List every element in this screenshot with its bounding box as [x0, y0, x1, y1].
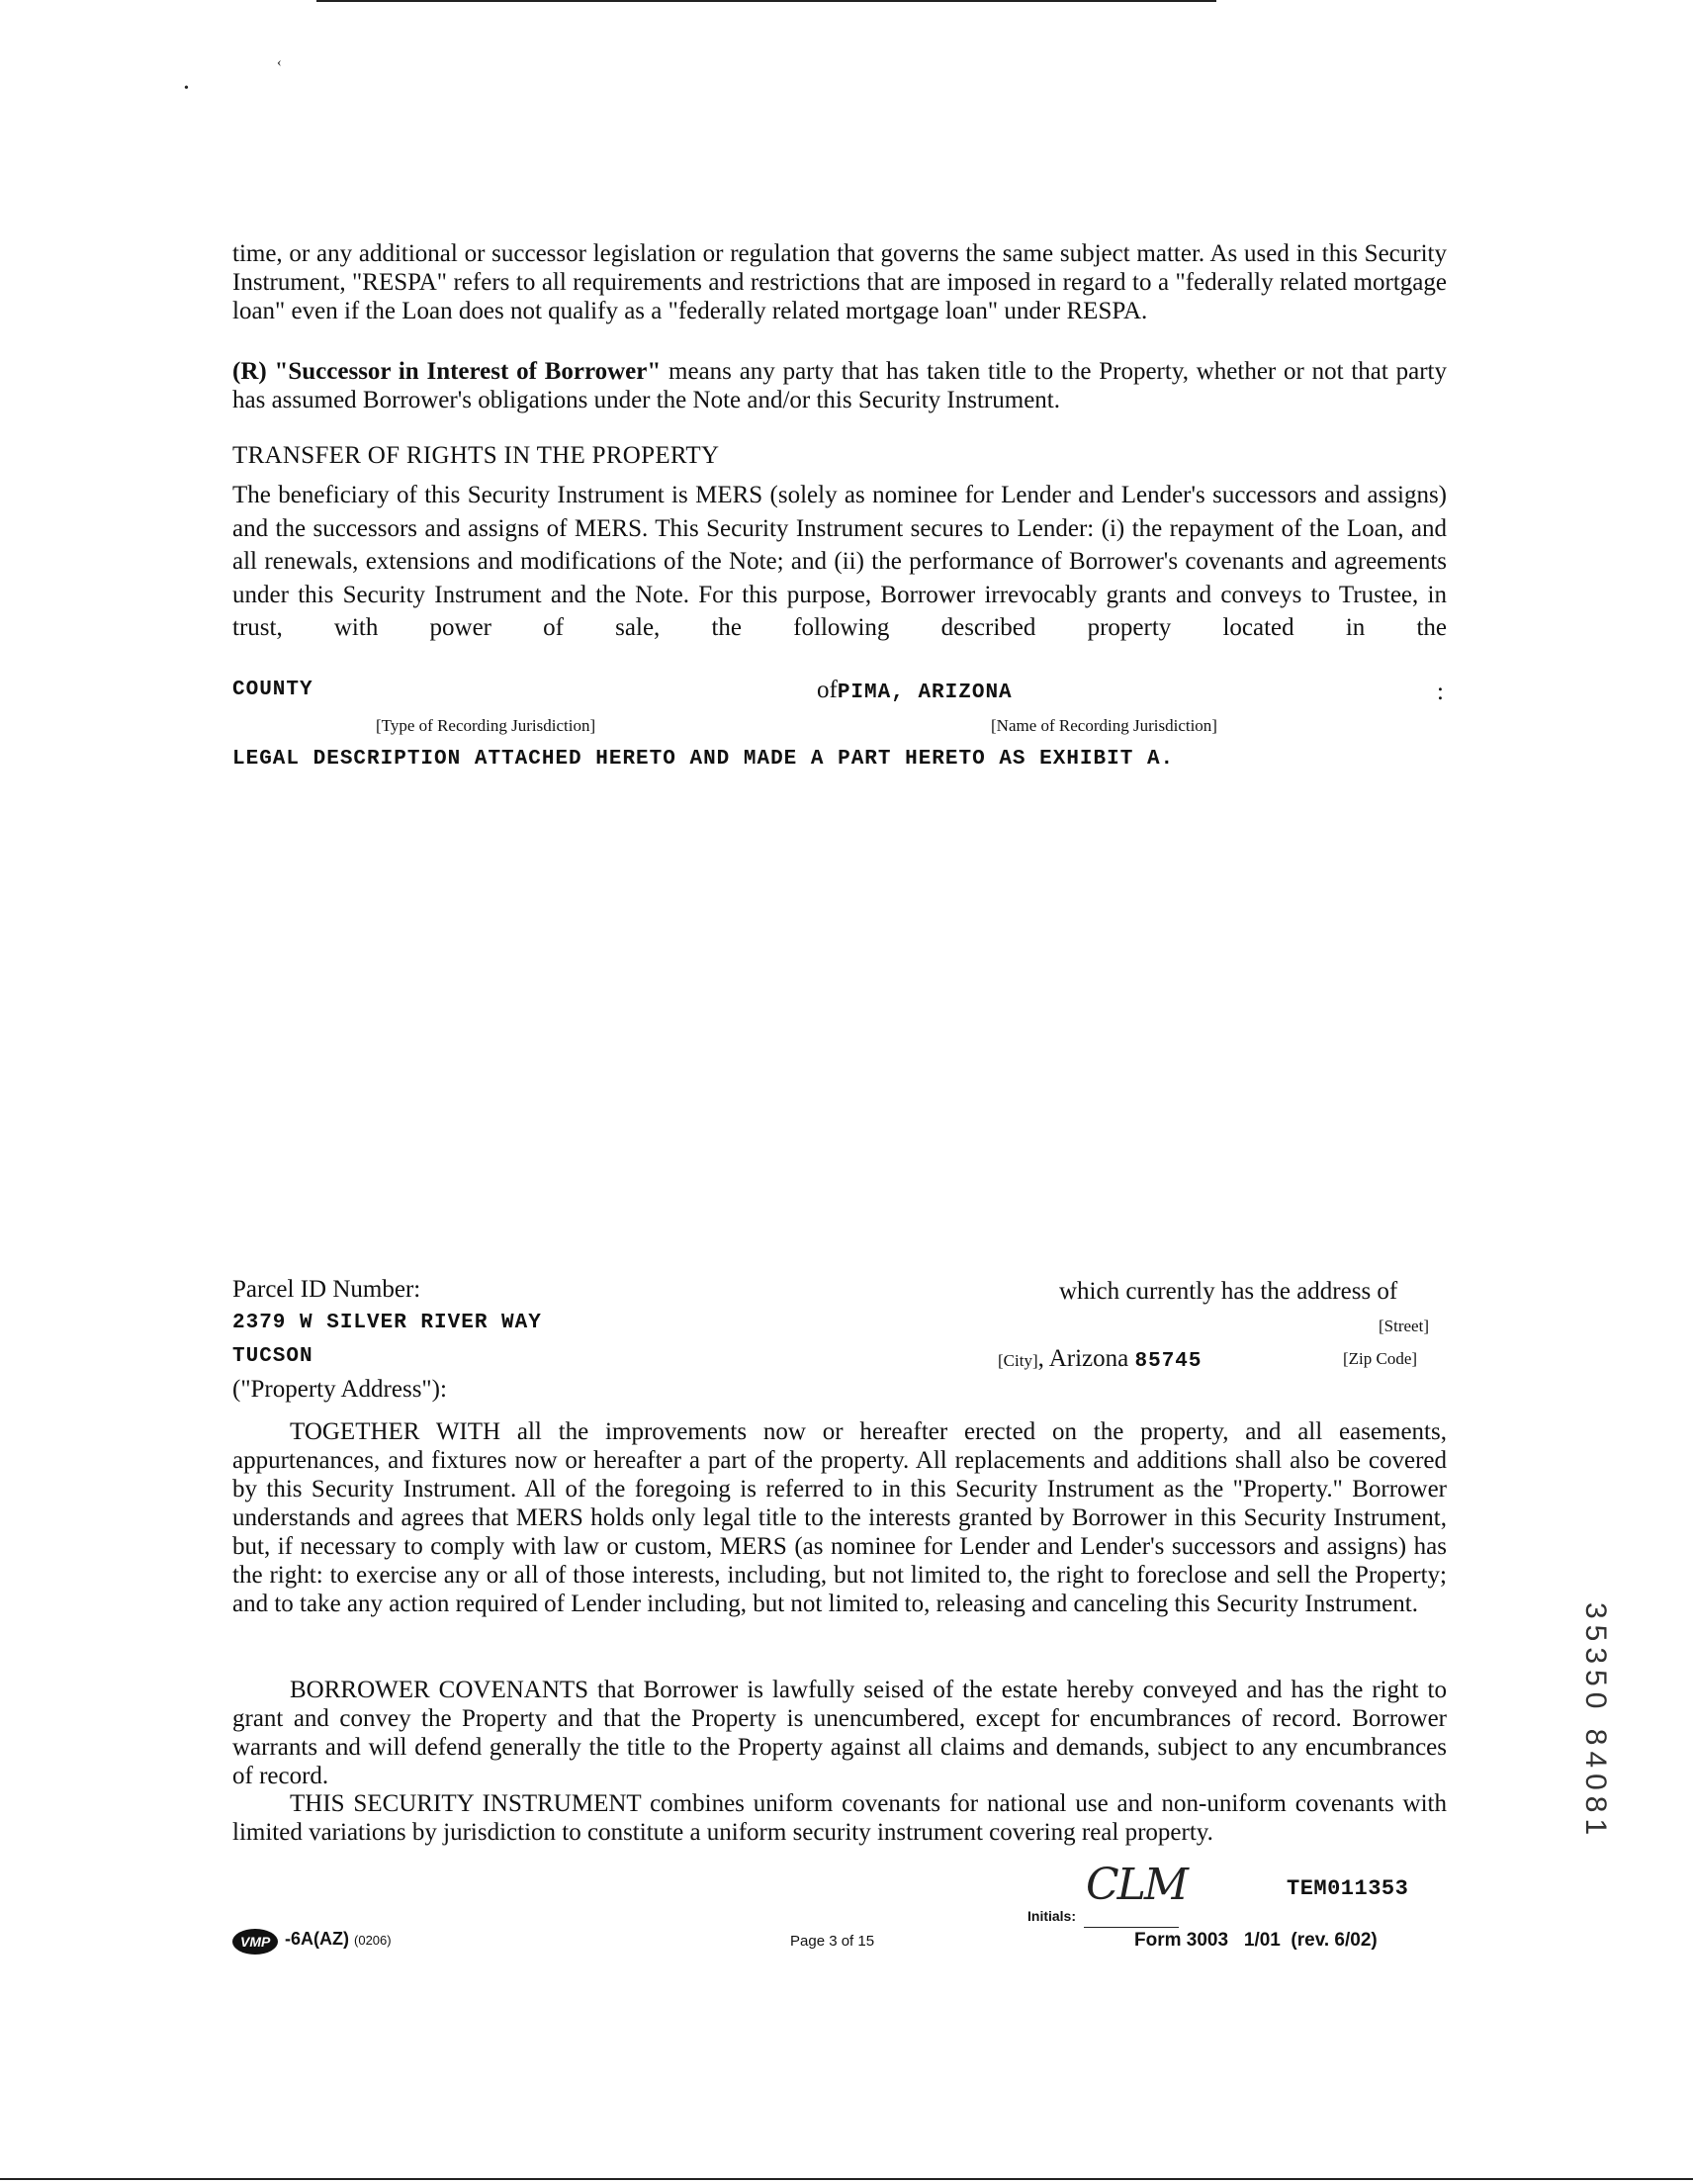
form-number: Form 3003 1/01 (rev. 6/02): [1134, 1930, 1378, 1951]
city-value: TUCSON: [232, 1345, 313, 1368]
vmp-logo: [232, 1929, 278, 1955]
jurisdiction-name-value: PIMA, ARIZONA: [837, 682, 1013, 704]
initials-signature: CLM: [1086, 1860, 1187, 1910]
successor-term: (R) "Successor in Interest of Borrower": [232, 358, 662, 385]
initials-line: [1084, 1927, 1179, 1928]
scan-speck: •: [184, 81, 189, 96]
jurisdiction-colon: :: [1437, 679, 1444, 705]
transfer-paragraph: The beneficiary of this Security Instrument is MERS (solely as nominee for Lender and Lender's successors and assigns) and the successors and assigns of MERS. This Security Instrument secures to Lender: (i) the repayment of the Loan, and all renewals, extensions and modifications of the Note; and (ii) the performance of Borrower's covenants and agreements under this Security Instrument and the Note. For this purpose, Borrower irrevocably grants and conveys to Trustee, in trust, with power of sale, the following described property located in the: [232, 482, 1447, 641]
together-with-paragraph: TOGETHER WITH all the improvements now or hereafter erected on the property, and all easements, appurtenances, and fixtures now or hereafter a part of the property. All replacements and additions shall also be covered by this Security Instrument. All of the foregoing is referred to in this Security Instrument as the "Property." Borrower understands and agrees that MERS holds only legal title to the interests granted by Borrower in this Security Instrument, but, if necessary to comply with law or custom, MERS (as nominee for Lender and Lender's successors and assigns) has the right: to exercise any or all of those interests, including, but not limited to, the right to foreclose and sell the Property; and to take any action required of Lender including, but not limited to, releasing and canceling this Security Instrument.: [232, 1418, 1447, 1617]
vmp-logo-mark: VMP: [232, 1929, 278, 1955]
loan-id: TEM011353: [1287, 1876, 1409, 1901]
recording-number-vertical: 35350 84081: [1579, 1602, 1612, 1842]
respa-paragraph: time, or any additional or successor legislation or regulation that governs the same subject matter. As used in this Security Instrument, "RESPA" refers to all requirements and restrictions that are imposed in regard to a "federally related mortgage loan" even if the Loan does not qualify as a "federally related mortgage loan" under RESPA.: [232, 240, 1447, 324]
form-code: [285, 1929, 392, 1950]
property-address-label: ("Property Address"):: [232, 1376, 447, 1403]
jurisdiction-type-value: COUNTY: [232, 679, 313, 701]
jurisdiction-of: [817, 677, 1013, 704]
zip-value: 85745: [1134, 1350, 1203, 1373]
address-label: which currently has the address of: [1059, 1278, 1398, 1305]
jurisdiction-name-caption: [Name of Recording Jurisdiction]: [991, 716, 1217, 735]
parcel-id-label: Parcel ID Number:: [232, 1276, 421, 1303]
of-word: of: [817, 677, 838, 703]
form-code-date: (0206): [354, 1933, 392, 1948]
bottom-scan-line: [0, 2178, 1693, 2180]
page-number: Page 3 of 15: [790, 1933, 875, 1950]
jurisdiction-type-caption: [Type of Recording Jurisdiction]: [376, 716, 596, 735]
street-caption: [Street]: [1379, 1317, 1429, 1335]
borrower-covenants-paragraph: BORROWER COVENANTS that Borrower is lawfully seised of the estate hereby conveyed and has the right to grant and convey the Property and that the Property is unencumbered, except for encumbrances of record. Borrower warrants and will defend generally the title to the Property against all claims and demands, subject to any encumbrances of record.: [232, 1677, 1447, 1789]
successor-text: means any party that has taken title to the Property, whether or not that party has assumed Borrower's obligations under the Note and/or this Security Instrument.: [232, 358, 1447, 413]
city-caption: [City]: [998, 1351, 1038, 1370]
form-code-main: -6A(AZ): [285, 1929, 349, 1949]
legal-description: LEGAL DESCRIPTION ATTACHED HERETO AND MADE A PART HERETO AS EXHIBIT A.: [232, 748, 1175, 771]
transfer-heading: TRANSFER OF RIGHTS IN THE PROPERTY: [232, 442, 720, 469]
scan-speck: ‹: [277, 55, 282, 70]
zip-caption: [Zip Code]: [1343, 1349, 1418, 1368]
successor-definition: [232, 357, 1447, 414]
state-text: , Arizona: [1037, 1345, 1129, 1372]
top-scan-line: [316, 0, 1216, 2]
uniform-instrument-paragraph: THIS SECURITY INSTRUMENT combines uniform covenants for national use and non-uniform covenants with limited variations by jurisdiction to constitute a uniform security instrument covering real property.: [232, 1790, 1447, 1846]
street-value: 2379 W SILVER RIVER WAY: [232, 1312, 542, 1334]
city-state-zip: [998, 1345, 1203, 1373]
initials-label: Initials:: [1027, 1908, 1077, 1924]
